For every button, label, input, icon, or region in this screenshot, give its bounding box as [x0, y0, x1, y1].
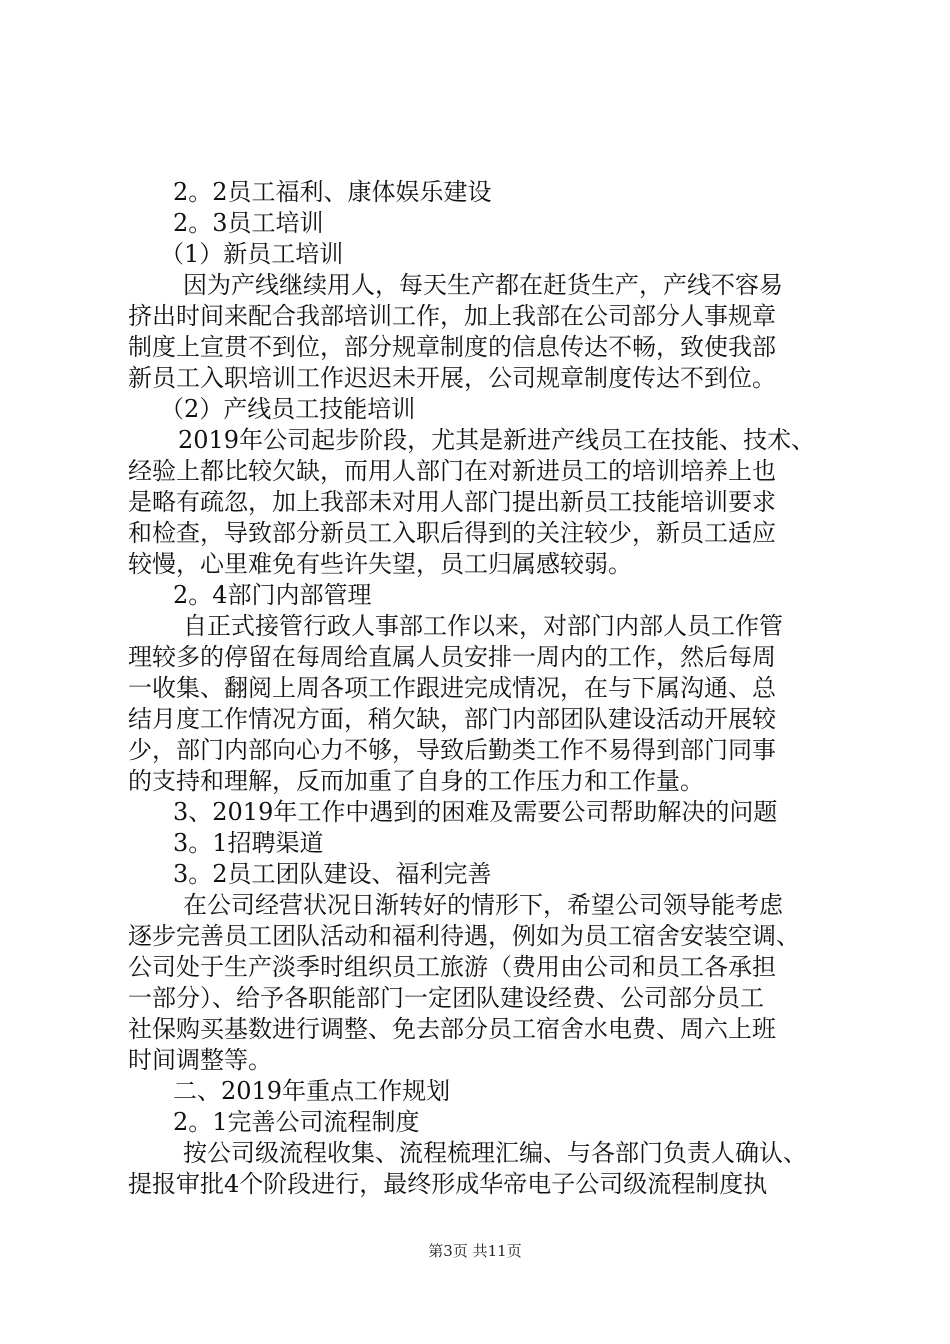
paragraph-line: 时间调整等。 — [128, 1046, 272, 1074]
section-heading-2: 二、2019年重点工作规划 — [173, 1077, 451, 1105]
paragraph-line: 在公司经营状况日渐转好的情形下，希望公司领导能考虑 — [183, 891, 783, 919]
subheading-2-3: 2。3员工培训 — [173, 209, 324, 237]
paragraph-line: 少，部门内部向心力不够，导致后勤类工作不易得到部门同事 — [128, 736, 776, 764]
subheading-3-2: 3。2员工团队建设、福利完善 — [173, 860, 492, 888]
paragraph-line: 新员工入职培训工作迟迟未开展，公司规章制度传达不到位。 — [128, 364, 776, 392]
subheading-2-4: 2。4部门内部管理 — [173, 581, 372, 609]
paragraph-line: 挤出时间来配合我部培训工作，加上我部在公司部分人事规章 — [128, 302, 776, 330]
paragraph-line: 按公司级流程收集、流程梳理汇编、与各部门负责人确认、 — [183, 1139, 807, 1167]
paragraph-line: 提报审批4个阶段进行，最终形成华帝电子公司级流程制度执 — [128, 1170, 768, 1198]
paragraph-line: 一收集、翻阅上周各项工作跟进完成情况，在与下属沟通、总 — [128, 674, 776, 702]
paragraph-line: 理较多的停留在每周给直属人员安排一周内的工作，然后每周 — [128, 643, 776, 671]
paragraph-line: 和检查，导致部分新员工入职后得到的关注较少，新员工适应 — [128, 519, 776, 547]
section-heading-3: 3、2019年工作中遇到的困难及需要公司帮助解决的问题 — [173, 798, 778, 826]
paragraph-line: 经验上都比较欠缺，而用人部门在对新进员工的培训培养上也 — [128, 457, 776, 485]
subheading-new-staff-training: （1）新员工培训 — [160, 240, 344, 268]
paragraph-line: 的支持和理解，反而加重了自身的工作压力和工作量。 — [128, 767, 704, 795]
paragraph-line: 因为产线继续用人，每天生产都在赶货生产，产线不容易 — [183, 271, 783, 299]
paragraph-line: 一部分）、给予各职能部门一定团队建设经费、公司部分员工 — [128, 984, 764, 1012]
subheading-3-1: 3。1招聘渠道 — [173, 829, 324, 857]
paragraph-line: 制度上宣贯不到位，部分规章制度的信息传达不畅，致使我部 — [128, 333, 776, 361]
paragraph-line: 2019年公司起步阶段，尤其是新进产线员工在技能、技术、 — [178, 426, 816, 454]
subheading-2-1: 2。1完善公司流程制度 — [173, 1108, 420, 1136]
paragraph-line: 公司处于生产淡季时组织员工旅游（费用由公司和员工各承担 — [128, 953, 776, 981]
subheading-2-2: 2。2员工福利、康体娱乐建设 — [173, 178, 492, 206]
paragraph-line: 自正式接管行政人事部工作以来，对部门内部人员工作管 — [183, 612, 783, 640]
paragraph-line: 结月度工作情况方面，稍欠缺，部门内部团队建设活动开展较 — [128, 705, 776, 733]
page-number-footer: 第3页 共11页 — [428, 1242, 522, 1260]
paragraph-line: 是略有疏忽，加上我部未对用人部门提出新员工技能培训要求 — [128, 488, 776, 516]
subheading-skills-training: （2）产线员工技能培训 — [160, 395, 416, 423]
paragraph-line: 较慢，心里难免有些许失望，员工归属感较弱。 — [128, 550, 632, 578]
paragraph-line: 逐步完善员工团队活动和福利待遇，例如为员工宿舍安装空调、 — [128, 922, 800, 950]
paragraph-line: 社保购买基数进行调整、免去部分员工宿舍水电费、周六上班 — [128, 1015, 776, 1043]
